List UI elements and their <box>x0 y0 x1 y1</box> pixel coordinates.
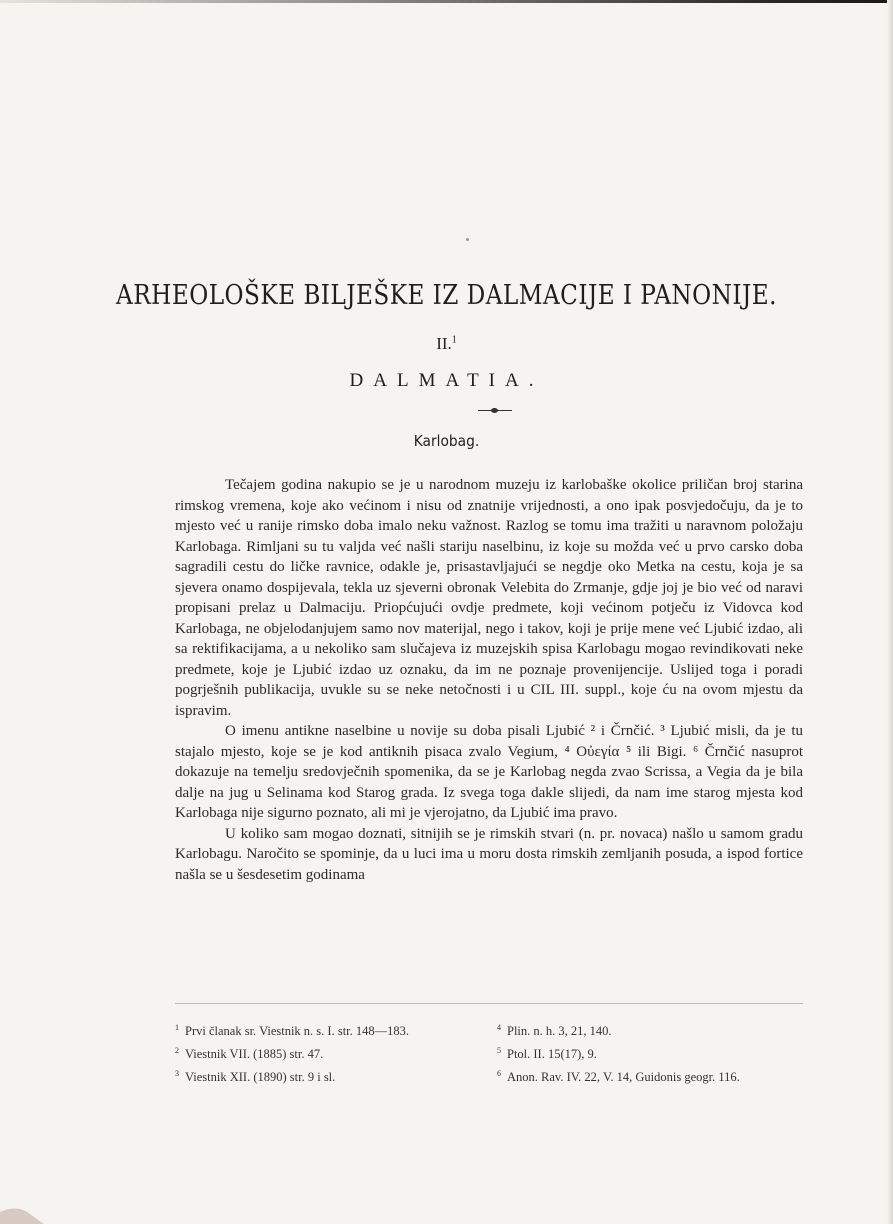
footnote <box>175 1018 495 1041</box>
article-body <box>175 475 803 885</box>
footnote <box>497 1064 817 1087</box>
footnote-text: Ptol. II. 15(17), 9. <box>507 1047 597 1062</box>
footnote-text: Anon. Rav. IV. 22, V. 14, Guidonis geogr. 116. <box>507 1070 740 1085</box>
footnote-number: 1 <box>175 1023 179 1032</box>
page-corner-smudge <box>0 1184 60 1224</box>
paper-speck <box>466 238 469 241</box>
footnote-text: Viestnik VII. (1885) str. 47. <box>185 1047 324 1062</box>
section-heading: Karlobag. <box>413 432 480 450</box>
footnote-number: 3 <box>175 1069 179 1079</box>
footnote-number: 5 <box>497 1046 501 1056</box>
part-label: II. <box>436 334 452 353</box>
footnote-text: Plin. n. h. 3, 21, 140. <box>507 1024 612 1039</box>
paragraph: Tečajem godina nakupio se je u narodnom muzeju iz karlobaške okolice priličan broj starina rimskog vremena, koje ako većinom i nisu od znatnije vrijednosti, a ono ipak posvjedočuju, da je to mjesto već u ranije rimsko doba imalo neku važnost. Razlog se tomu ima tražiti u naravnom položaju Karlobaga. Rimljani su tu valjda već našli stariju naselbinu, iz koje su možda već u prvo carsko doba sagradili cestu do ličke ravnice, odakle je, prisastavljajući se negdje oko Metka na cestu, koja je sa sjevera onamo dospijevala, tekla uz sjeverni obronak Velebita do Zrmanje, gdje joj je bio već od naravi propisani prelaz u Dalmaciju. Priopćujući ovdje predmete, koji većinom potječu iz Vidovca kod Karlobaga, ne objelodanjujem samo nov materijal, nego i takov, koji je prije mene već Ljubić izdao, ali sa rektifikacijama, a u nekoliko sam slučajeva iz muzejskih spisa Karlobagu mogao revindikovati neke predmete, koje je Ljubić izdao uz oznaku, da im ne poznaje provenijencije. Uslijed toga i poradi pogrješnih publikacija, uvukle su se neke netočnosti i u CIL III. suppl., koje ću na ovom mjestu da ispravim. <box>175 477 803 719</box>
footnote <box>175 1064 495 1087</box>
part-number <box>0 334 893 354</box>
footnote-text: Viestnik XII. (1890) str. 9 i sl. <box>185 1070 336 1085</box>
part-footnote-ref: 1 <box>451 334 457 346</box>
footnote <box>497 1041 817 1064</box>
article-title: ARHEOLOŠKE BILJEŠKE IZ DALMACIJE I PANONIJE. <box>116 280 777 311</box>
paragraph: U koliko sam mogao doznati, sitnijih se je rimskih stvari (n. pr. novaca) našlo u samom gradu Karlobagu. Naročito se spominje, da u luci ima u moru dosta rimskih zemljanih posuda, a ispod fortice našla se u šesdesetim godinama <box>175 825 803 883</box>
footnote-number: 4 <box>497 1023 501 1032</box>
footnote <box>175 1041 495 1064</box>
footnote <box>497 1018 817 1041</box>
footnote-text: Prvi članak sr. Viestnik n. s. I. str. 148—183. <box>185 1024 410 1039</box>
footnote-number: 2 <box>175 1046 179 1056</box>
footnotes-right-column <box>497 1018 817 1087</box>
footnotes-left-column <box>175 1018 495 1087</box>
ornament-divider <box>478 408 512 414</box>
page-top-edge <box>0 0 893 3</box>
footnote-separator <box>175 1003 803 1004</box>
region-heading: DALMATIA. <box>349 370 544 391</box>
footnote-number: 6 <box>497 1069 501 1079</box>
page-right-edge <box>887 0 893 1224</box>
paragraph: O imenu antikne naselbine u novije su doba pisali Ljubić ² i Črnčić. ³ Ljubić misli, da je tu stajalo mjesto, koje se je kod antiknih pisaca zvalo Vegium, ⁴ Οὐεγία ⁵ ili Bigi. ⁶ Črnčić nasuprot dokazuje na temelju sredovječnih spomenika, da se je Karlobag negda zvao Scrissa, a Vegia da je bila dalje na jug u Selinama kod Starog grada. Iz svega toga dakle slijedi, da nam ime starog mjesta kod Karlobaga nije sigurno poznato, ali mi je vjerojatno, da Ljubić ima pravo. <box>175 723 803 821</box>
